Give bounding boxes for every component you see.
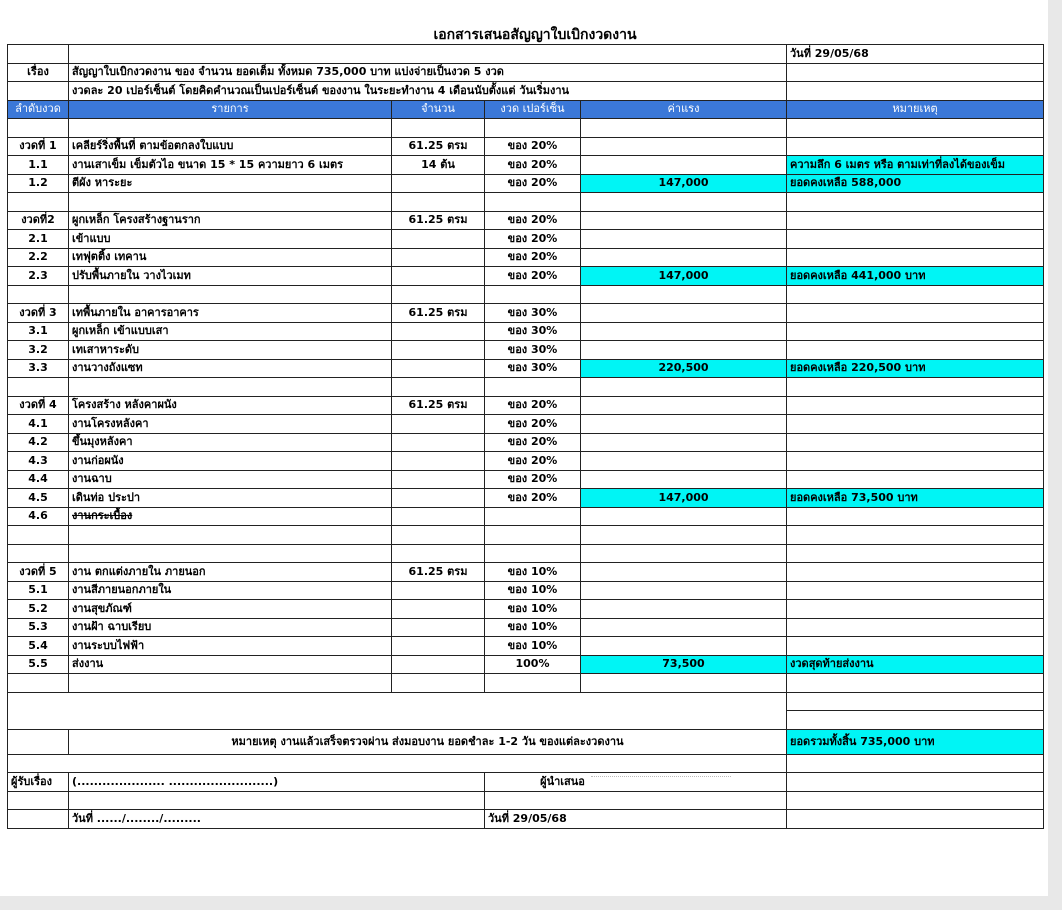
row-no: 1.2 (8, 174, 69, 193)
table-row (8, 304, 1044, 323)
table-row (8, 396, 1044, 415)
document-title: เอกสารเสนอสัญญาใบเบิกงวดงาน (433, 27, 637, 43)
row-item: งานฉาบ (69, 470, 392, 489)
row-qty (392, 378, 485, 397)
row-wage (581, 211, 787, 230)
table-row (8, 415, 1044, 434)
table-row (8, 248, 1044, 267)
row-remark (787, 137, 1044, 156)
row-item (69, 285, 392, 304)
row-item: งานโครงหลังคา (69, 415, 392, 434)
date-sign-row (8, 810, 1044, 829)
row-qty: 61.25 ตรม (392, 396, 485, 415)
row-no (8, 544, 69, 563)
row-no: 3.2 (8, 341, 69, 360)
row-item: เทเสาหาระดับ (69, 341, 392, 360)
row-percent: ของ 10% (485, 600, 581, 619)
row-qty: 14 ต้น (392, 156, 485, 175)
row-no: 3.3 (8, 359, 69, 378)
row-wage (581, 674, 787, 693)
header-percent: งวด เปอร์เซ็น (485, 100, 581, 119)
row-remark (787, 211, 1044, 230)
row-percent: ของ 30% (485, 359, 581, 378)
row-remark (787, 304, 1044, 323)
row-item: ปรับพื้นภายใน วางไวเมท (69, 267, 392, 286)
table-row (8, 489, 1044, 508)
row-remark (787, 507, 1044, 526)
row-qty (392, 119, 485, 138)
row-no: 2.3 (8, 267, 69, 286)
row-remark: ยอดคงเหลือ 73,500 บาท (787, 489, 1044, 508)
receiver-label: ผู้รับเรื่อง (8, 773, 69, 792)
viewer-edge-bottom (0, 896, 1062, 910)
spacer-row (8, 791, 1044, 810)
row-item: งานสุขภัณฑ์ (69, 600, 392, 619)
row-percent: ของ 30% (485, 341, 581, 360)
row-remark (787, 618, 1044, 637)
row-percent (485, 285, 581, 304)
row-qty (392, 341, 485, 360)
row-remark (787, 193, 1044, 212)
row-wage (581, 248, 787, 267)
receiver-signature: (..................... .........................) (69, 773, 485, 792)
footer-note-row (8, 729, 1044, 754)
row-remark (787, 396, 1044, 415)
spacer-row (8, 711, 1044, 730)
row-wage (581, 193, 787, 212)
row-wage (581, 341, 787, 360)
row-wage (581, 544, 787, 563)
row-wage (581, 119, 787, 138)
row-qty: 61.25 ตรม (392, 304, 485, 323)
table-row (8, 341, 1044, 360)
row-no: 4.4 (8, 470, 69, 489)
row-qty (392, 618, 485, 637)
row-remark: ยอดคงเหลือ 441,000 บาท (787, 267, 1044, 286)
table-row (8, 378, 1044, 397)
row-wage (581, 156, 787, 175)
row-qty (392, 193, 485, 212)
header-no: ลำดับงวด (8, 100, 69, 119)
row-no (8, 119, 69, 138)
table-row (8, 433, 1044, 452)
row-wage (581, 452, 787, 471)
row-qty (392, 507, 485, 526)
row-qty (392, 174, 485, 193)
row-wage: 147,000 (581, 174, 787, 193)
row-no: 5.1 (8, 581, 69, 600)
row-remark (787, 544, 1044, 563)
row-qty (392, 637, 485, 656)
row-wage (581, 230, 787, 249)
row-item: งานฝ้า ฉาบเรียบ (69, 618, 392, 637)
header-qty: จำนวน (392, 100, 485, 119)
subject-line-2: งวดละ 20 เปอร์เซ็นต์ โดยคิดคำนวณเป็นเปอร์เซ็นต์ ของงาน ในระยะทำงาน 4 เดือนนับตั้งแต่ วันเริ่มงาน (69, 82, 787, 101)
row-item: งาน ตกแต่งภายใน ภายนอก (69, 563, 392, 582)
row-remark: ความลึก 6 เมตร หรือ ตามเท่าที่ลงได้ของเข็ม (787, 156, 1044, 175)
row-qty: 61.25 ตรม (392, 563, 485, 582)
header-wage: ค่าแรง (581, 100, 787, 119)
header-remark: หมายเหตุ (787, 100, 1044, 119)
spacer-row (8, 754, 1044, 773)
row-wage (581, 600, 787, 619)
row-no: 4.2 (8, 433, 69, 452)
row-percent (485, 544, 581, 563)
row-item: งานก่อผนัง (69, 452, 392, 471)
row-no (8, 378, 69, 397)
row-no (8, 526, 69, 545)
table-row (8, 544, 1044, 563)
row-qty: 61.25 ตรม (392, 137, 485, 156)
row-remark (787, 341, 1044, 360)
row-qty (392, 248, 485, 267)
row-wage (581, 285, 787, 304)
row-item: ตีผัง หาระยะ (69, 174, 392, 193)
row-remark (787, 452, 1044, 471)
row-no: งวดที่ 1 (8, 137, 69, 156)
row-percent: ของ 20% (485, 248, 581, 267)
row-percent: ของ 30% (485, 322, 581, 341)
row-item: เทพื้นภายใน อาคารอาคาร (69, 304, 392, 323)
row-percent (485, 674, 581, 693)
row-item: เทฟุตติ้ง เทคาน (69, 248, 392, 267)
row-qty (392, 230, 485, 249)
row-wage: 147,000 (581, 489, 787, 508)
row-no: 4.3 (8, 452, 69, 471)
row-qty (392, 600, 485, 619)
row-percent: ของ 20% (485, 211, 581, 230)
table-row (8, 230, 1044, 249)
row-percent: ของ 30% (485, 304, 581, 323)
row-no: งวดที่2 (8, 211, 69, 230)
row-remark (787, 415, 1044, 434)
row-qty (392, 544, 485, 563)
row-percent: ของ 10% (485, 563, 581, 582)
row-percent: ของ 10% (485, 581, 581, 600)
row-wage (581, 304, 787, 323)
row-remark: ยอดคงเหลือ 220,500 บาท (787, 359, 1044, 378)
row-wage (581, 433, 787, 452)
row-remark (787, 119, 1044, 138)
row-percent: ของ 20% (485, 433, 581, 452)
row-wage (581, 396, 787, 415)
proposer-label: ผู้นำเสนอ (540, 774, 585, 788)
row-qty (392, 489, 485, 508)
signature-row (8, 773, 1044, 792)
row-remark (787, 322, 1044, 341)
row-remark (787, 230, 1044, 249)
date-row (8, 45, 1044, 64)
row-item: งานวางถังแซท (69, 359, 392, 378)
row-no: 2.2 (8, 248, 69, 267)
row-percent: ของ 20% (485, 415, 581, 434)
row-wage (581, 563, 787, 582)
row-item: เข้าแบบ (69, 230, 392, 249)
row-no: งวดที่ 4 (8, 396, 69, 415)
row-remark (787, 526, 1044, 545)
row-no: งวดที่ 5 (8, 563, 69, 582)
table-row (8, 581, 1044, 600)
table-row (8, 655, 1044, 674)
row-percent (485, 378, 581, 397)
row-no (8, 193, 69, 212)
row-percent: ของ 20% (485, 470, 581, 489)
footer-note: หมายเหตุ งานแล้วเสร็จตรวจผ่าน ส่งมอบงาน ยอดชำละ 1-2 วัน ของแต่ละงวดงาน (69, 729, 787, 754)
row-item (69, 507, 392, 526)
row-wage (581, 470, 787, 489)
row-item-struck: งานกระเบื้อง (72, 509, 133, 523)
row-no: 5.3 (8, 618, 69, 637)
row-wage (581, 415, 787, 434)
row-no: 2.1 (8, 230, 69, 249)
row-item (69, 544, 392, 563)
signature-line (591, 776, 731, 785)
row-qty (392, 452, 485, 471)
viewer-edge-right (1048, 0, 1062, 910)
row-remark: งวดสุดท้ายส่งงาน (787, 655, 1044, 674)
table-row (8, 618, 1044, 637)
table-row (8, 674, 1044, 693)
row-no: 4.6 (8, 507, 69, 526)
row-no: งวดที่ 3 (8, 304, 69, 323)
row-item: งานเสาเข็ม เข็มตัวไอ ขนาด 15 * 15 ความยาว 6 เมตร (69, 156, 392, 175)
row-no: 4.5 (8, 489, 69, 508)
row-no (8, 674, 69, 693)
row-qty (392, 322, 485, 341)
row-percent: ของ 20% (485, 137, 581, 156)
table-row (8, 267, 1044, 286)
table-row (8, 563, 1044, 582)
row-percent: ของ 10% (485, 618, 581, 637)
row-wage (581, 322, 787, 341)
row-no: 4.1 (8, 415, 69, 434)
header-item: รายการ (69, 100, 392, 119)
row-no: 5.5 (8, 655, 69, 674)
row-item: งานสีภายนอกภายใน (69, 581, 392, 600)
table-row (8, 119, 1044, 138)
row-percent: ของ 20% (485, 156, 581, 175)
row-no: 5.2 (8, 600, 69, 619)
table-row (8, 211, 1044, 230)
row-item (69, 378, 392, 397)
row-no: 5.4 (8, 637, 69, 656)
row-wage (581, 618, 787, 637)
row-no: 1.1 (8, 156, 69, 175)
row-wage (581, 507, 787, 526)
table-row (8, 507, 1044, 526)
table-row (8, 526, 1044, 545)
table-row (8, 174, 1044, 193)
row-wage (581, 378, 787, 397)
row-item (69, 526, 392, 545)
row-qty (392, 581, 485, 600)
row-remark (787, 674, 1044, 693)
row-item (69, 119, 392, 138)
row-remark (787, 563, 1044, 582)
row-remark (787, 378, 1044, 397)
row-percent: ของ 10% (485, 637, 581, 656)
row-percent: ของ 20% (485, 174, 581, 193)
row-wage (581, 637, 787, 656)
row-item: เคลียร์ริ่งพื้นที่ ตามข้อตกลงใบแบบ (69, 137, 392, 156)
row-remark (787, 433, 1044, 452)
row-wage (581, 581, 787, 600)
row-item: ส่งงาน (69, 655, 392, 674)
table-row (8, 637, 1044, 656)
table-row (8, 452, 1044, 471)
grand-total: ยอดรวมทั้งสิ้น 735,000 บาท (787, 729, 1044, 754)
row-percent: ของ 20% (485, 452, 581, 471)
subject-row-2 (8, 82, 1044, 101)
table-row (8, 193, 1044, 212)
row-qty (392, 655, 485, 674)
table-row (8, 600, 1044, 619)
row-qty (392, 285, 485, 304)
table-row (8, 156, 1044, 175)
row-item (69, 193, 392, 212)
table-header (8, 100, 1044, 119)
row-qty (392, 359, 485, 378)
table-row (8, 322, 1044, 341)
row-percent (485, 526, 581, 545)
row-qty: 61.25 ตรม (392, 211, 485, 230)
row-remark (787, 248, 1044, 267)
row-percent: ของ 20% (485, 267, 581, 286)
row-no (8, 285, 69, 304)
date-cell: วันที่ 29/05/68 (787, 45, 1044, 64)
row-wage (581, 526, 787, 545)
subject-label: เรื่อง (8, 63, 69, 82)
table-row (8, 285, 1044, 304)
subject-row-1 (8, 63, 1044, 82)
receiver-date: วันที่ ....../......../......... (69, 810, 485, 829)
table-row (8, 137, 1044, 156)
subject-line-1: สัญญาใบเบิกงวดงาน ของ จำนวน ยอดเต็ม ทั้งหมด 735,000 บาท แบ่งจ่ายเป็นงวด 5 งวด (69, 63, 787, 82)
row-qty (392, 674, 485, 693)
row-percent (485, 507, 581, 526)
row-item: งานระบบไฟฟ้า (69, 637, 392, 656)
row-wage: 73,500 (581, 655, 787, 674)
row-remark (787, 581, 1044, 600)
row-item (69, 674, 392, 693)
row-remark (787, 637, 1044, 656)
row-item: เดินท่อ ประปา (69, 489, 392, 508)
row-percent: ของ 20% (485, 489, 581, 508)
row-percent: 100% (485, 655, 581, 674)
proposer-date: วันที่ 29/05/68 (485, 810, 787, 829)
row-remark (787, 600, 1044, 619)
row-wage: 147,000 (581, 267, 787, 286)
table-row (8, 359, 1044, 378)
row-item: ขึ้นมุงหลังคา (69, 433, 392, 452)
table-row (8, 470, 1044, 489)
billing-table (7, 44, 1044, 829)
row-item: โครงสร้าง หลังคาผนัง (69, 396, 392, 415)
row-wage: 220,500 (581, 359, 787, 378)
row-qty (392, 470, 485, 489)
row-percent (485, 119, 581, 138)
row-remark (787, 470, 1044, 489)
row-item: ผูกเหล็ก เข้าแบบเสา (69, 322, 392, 341)
row-qty (392, 267, 485, 286)
row-qty (392, 526, 485, 545)
row-percent: ของ 20% (485, 396, 581, 415)
row-remark: ยอดคงเหลือ 588,000 (787, 174, 1044, 193)
row-qty (392, 433, 485, 452)
spacer-row (8, 692, 1044, 711)
row-percent (485, 193, 581, 212)
row-qty (392, 415, 485, 434)
row-item: ผูกเหล็ก โครงสร้างฐานราก (69, 211, 392, 230)
row-wage (581, 137, 787, 156)
row-remark (787, 285, 1044, 304)
row-percent: ของ 20% (485, 230, 581, 249)
row-no: 3.1 (8, 322, 69, 341)
